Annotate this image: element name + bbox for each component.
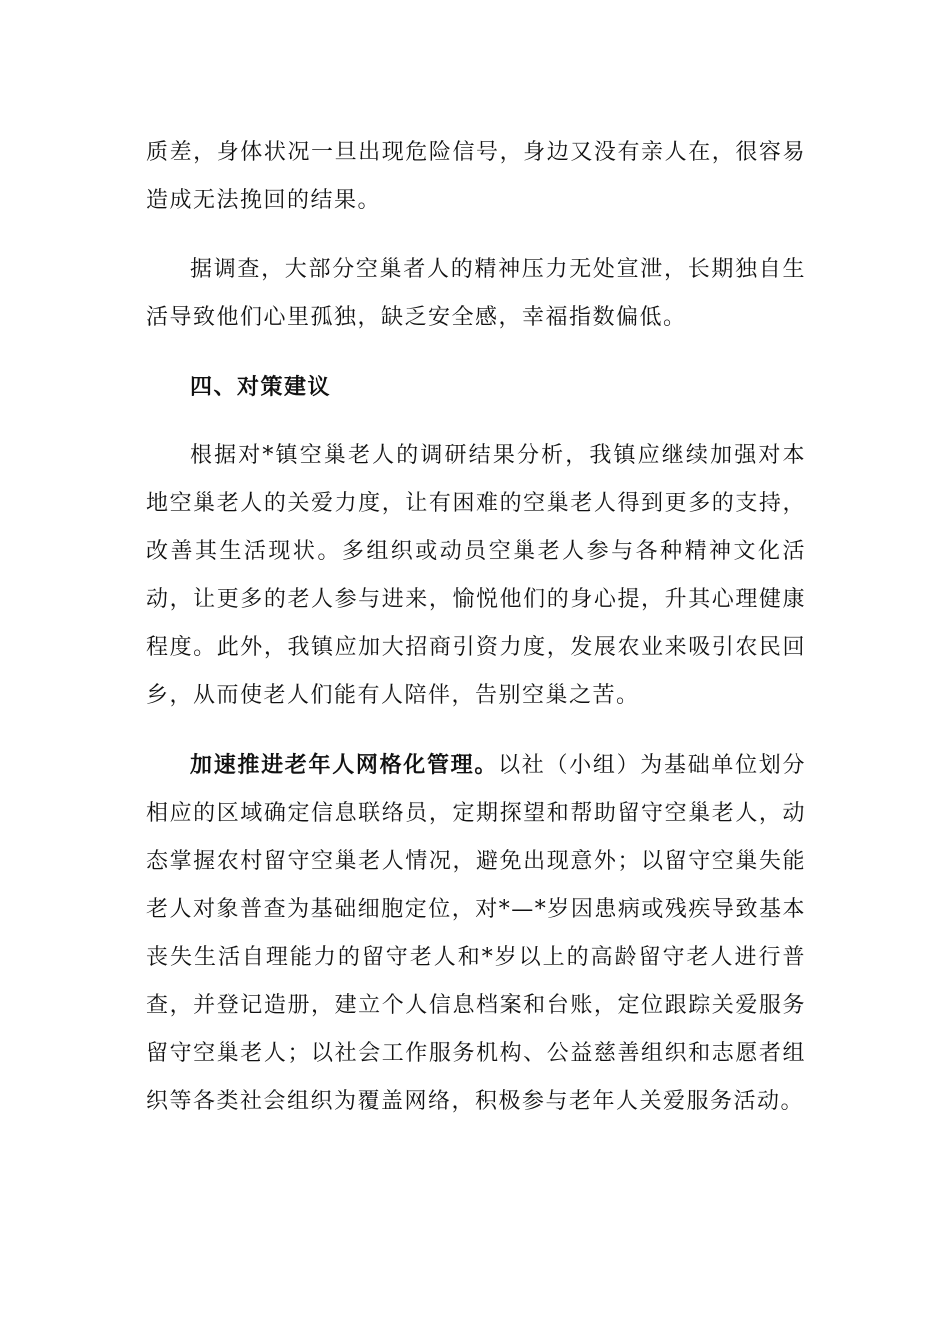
paragraph-body-text: 以社（小组）为基础单位划分相应的区域确定信息联络员，定期探望和帮助留守空巢老人，动态掌握农村留守空巢老人情况，避免出现意外；以留守空巢失能老人对象普查为基础细胞定位，对*—*岁因患病或残疾导致基本丧失生活自理能力的留守老人和*岁以上的高龄留守老人进行普查，并登记造册，建立个人信息档案和台账，定位跟踪关爱服务留守空巢老人；以社会工作服务机构、公益慈善组织和志愿者组织等各类社会组织为覆盖网络，积极参与老年人关爱服务活动。 — [146, 753, 806, 1114]
paragraph-grid-management — [146, 741, 806, 1126]
paragraph-survey: 据调查，大部分空巢者人的精神压力无处宣泄，长期独自生活导致他们心里孤独，缺乏安全感，幸福指数偏低。 — [146, 257, 806, 330]
paragraph-lead-bold: 加速推进老年人网格化管理。 — [190, 752, 499, 778]
section-heading: 四、对策建议 — [190, 374, 332, 400]
paragraph-continuation: 质差，身体状况一旦出现危险信号，身边又没有亲人在，很容易造成无法挽回的结果。 — [146, 140, 806, 213]
paragraph-recommendations: 根据对*镇空巢老人的调研结果分析，我镇应继续加强对本地空巢老人的关爱力度，让有困难的空巢老人得到更多的支持，改善其生活现状。多组织或动员空巢老人参与各种精神文化活动，让更多的老人参与进来，愉悦他们的身心提，升其心理健康程度。此外，我镇应加大招商引资力度，发展农业来吸引农民回乡，从而使老人们能有人陪伴，告别空巢之苦。 — [146, 443, 806, 708]
document-body — [146, 129, 806, 1147]
